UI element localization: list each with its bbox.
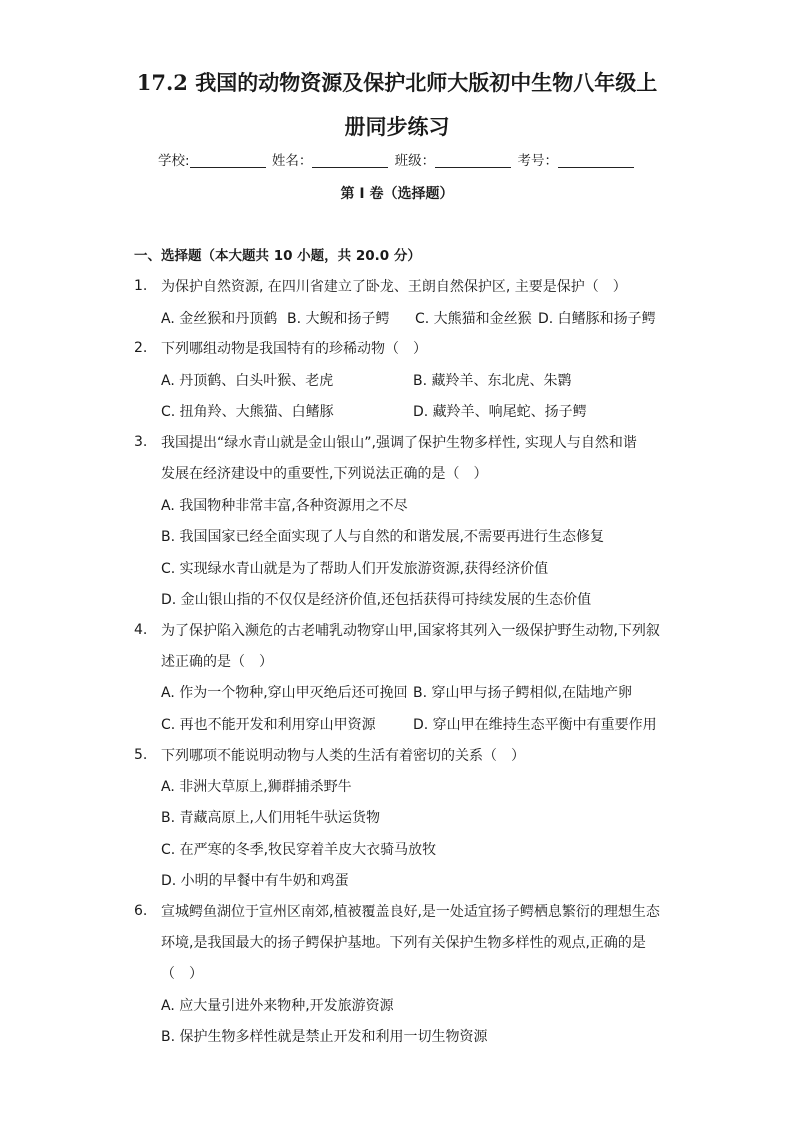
option-d[interactable]: D. 穿山甲在维持生态平衡中有重要作用 bbox=[413, 717, 657, 733]
question-number: 3. bbox=[134, 434, 148, 450]
option-b[interactable]: B. 青藏高原上,人们用牦牛驮运货物 bbox=[161, 810, 380, 826]
school-blank[interactable] bbox=[190, 153, 266, 168]
question-text: 环境,是我国最大的扬子鳄保护基地。下列有关保护生物多样性的观点,正确的是 bbox=[161, 935, 646, 951]
option-c[interactable]: C. 再也不能开发和利用穿山甲资源 bbox=[161, 717, 376, 733]
question-text: 为保护自然资源, 在四川省建立了卧龙、王朗自然保护区, 主要是保护（ ） bbox=[161, 279, 627, 295]
option-a[interactable]: A. 金丝猴和丹顶鹤 bbox=[161, 311, 278, 327]
option-c[interactable]: C. 实现绿水青山就是为了帮助人们开发旅游资源,获得经济价值 bbox=[161, 561, 549, 577]
question-text: 宣城鳄鱼湖位于宣州区南郊,植被覆盖良好,是一处适宜扬子鳄栖息繁衍的理想生态 bbox=[161, 904, 660, 920]
question-text: 述正确的是（ ） bbox=[161, 654, 273, 670]
option-b[interactable]: B. 我国国家已经全面实现了人与自然的和谐发展,不需要再进行生态修复 bbox=[161, 529, 604, 545]
option-a[interactable]: A. 我国物种非常丰富,各种资源用之不尽 bbox=[161, 498, 408, 514]
name-blank[interactable] bbox=[312, 153, 388, 168]
class-label: 班级： bbox=[394, 153, 436, 169]
question-text: 下列哪组动物是我国特有的珍稀动物（ ） bbox=[161, 341, 427, 357]
option-b[interactable]: B. 穿山甲与扬子鳄相似,在陆地产卵 bbox=[413, 685, 632, 701]
section-heading: 一、选择题（本大题共 10 小题，共 20.0 分） bbox=[134, 248, 421, 264]
option-d[interactable]: D. 小明的早餐中有牛奶和鸡蛋 bbox=[161, 873, 349, 889]
question-text: 我国提出“绿水青山就是金山银山”,强调了保护生物多样性, 实现人与自然和谐 bbox=[161, 435, 637, 451]
class-blank[interactable] bbox=[435, 153, 511, 168]
option-d[interactable]: D. 白鳍豚和扬子鳄 bbox=[538, 311, 656, 327]
option-d[interactable]: D. 金山银山指的不仅仅是经济价值,还包括获得可持续发展的生态价值 bbox=[161, 592, 592, 608]
volume-heading: 第 I 卷（选择题） bbox=[340, 186, 454, 202]
option-b[interactable]: B. 藏羚羊、东北虎、朱鹮 bbox=[413, 373, 572, 389]
exam-no-blank[interactable] bbox=[558, 153, 634, 168]
option-a[interactable]: A. 应大量引进外来物种,开发旅游资源 bbox=[161, 998, 394, 1014]
option-b[interactable]: B. 大鲵和扬子鳄 bbox=[287, 311, 390, 327]
question-number: 6. bbox=[134, 903, 148, 919]
option-c[interactable]: C. 大熊猫和金丝猴 bbox=[415, 311, 532, 327]
name-label: 姓名： bbox=[271, 153, 313, 169]
document-title-line-1: 17.2 我国的动物资源及保护北师大版初中生物八年级上 bbox=[136, 70, 658, 95]
question-text: 为了保护陷入濒危的古老哺乳动物穿山甲,国家将其列入一级保护野生动物,下列叙 bbox=[161, 623, 660, 639]
question-number: 2. bbox=[134, 340, 148, 356]
option-a[interactable]: A. 作为一个物种,穿山甲灭绝后还可挽回 bbox=[161, 685, 408, 701]
question-number: 1. bbox=[134, 278, 148, 294]
option-b[interactable]: B. 保护生物多样性就是禁止开发和利用一切生物资源 bbox=[161, 1029, 488, 1045]
exam-no-label: 考号： bbox=[517, 153, 558, 169]
option-a[interactable]: A. 丹顶鹤、白头叶猴、老虎 bbox=[161, 373, 334, 389]
option-c[interactable]: C. 在严寒的冬季,牧民穿着羊皮大衣骑马放牧 bbox=[161, 842, 437, 858]
student-info-row bbox=[0, 149, 794, 169]
document-title-line-2: 册同步练习 bbox=[344, 114, 450, 139]
option-c[interactable]: C. 扭角羚、大熊猫、白鳍豚 bbox=[161, 404, 334, 420]
question-number: 4. bbox=[134, 622, 148, 638]
question-text: 发展在经济建设中的重要性,下列说法正确的是（ ） bbox=[161, 466, 488, 482]
school-label: 学校: bbox=[158, 153, 190, 169]
option-d[interactable]: D. 藏羚羊、响尾蛇、扬子鳄 bbox=[413, 404, 587, 420]
option-a[interactable]: A. 非洲大草原上,狮群捕杀野牛 bbox=[161, 779, 352, 795]
question-text: （ ） bbox=[161, 966, 203, 982]
question-text: 下列哪项不能说明动物与人类的生活有着密切的关系（ ） bbox=[161, 748, 525, 764]
question-number: 5. bbox=[134, 747, 148, 763]
